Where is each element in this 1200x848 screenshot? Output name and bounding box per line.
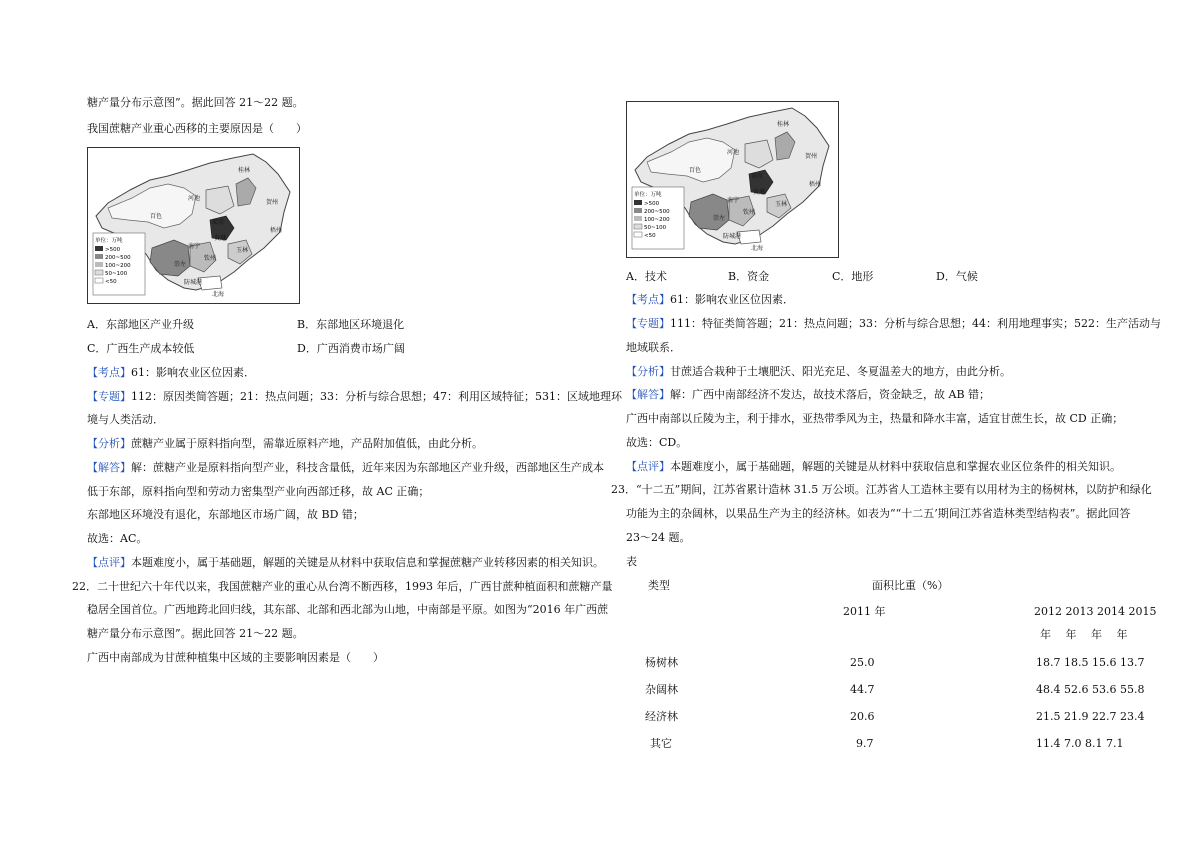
legend-item: 100~200 [644,217,670,223]
city-label: 玉林 [775,201,788,208]
city-label: 百色 [689,167,702,174]
dianping-line [87,556,604,570]
city-label: 北海 [212,291,225,298]
dianping-text: 本题难度小，属于基础题，解题的关键是从材料中获取信息和掌握农业区位条件的相关知识。 [670,460,1121,473]
question-22: 22．二十世纪六十年代以来，我国蔗糖产业的重心从台湾不断西移，1993 年后，广西甘蔗种植面积和蔗糖产量 [72,580,613,593]
option-c: C．地形 [832,270,874,283]
option-a: A．技术 [626,270,667,283]
city-label: 来宾 [212,219,225,226]
city-label: 玉林 [236,247,249,254]
legend-item: 50~100 [644,225,667,231]
city-label: 崇左 [713,215,726,222]
kaodian-text: 61：影响农业区位因素． [131,366,255,379]
city-label: 桂林 [777,121,790,128]
city-label: 贺州 [266,199,279,206]
zhuanti-line [87,390,622,404]
legend-item: 50~100 [105,271,128,277]
table-header-type: 类型 [648,579,670,592]
kaodian-text: 61：影响农业区位因素． [670,293,794,306]
question-23: 23．“十二五”期间，江苏省累计造林 31.5 万公顷。江苏省人工造林主要有以用材为主的杨树林，以防护和绿化 [611,483,1152,496]
zhuanti-tag: 【专题】 [87,390,131,403]
fenxi-line [87,437,483,451]
city-label: 百色 [150,213,163,220]
kaodian-tag: 【考点】 [87,366,131,379]
city-label: 贺州 [805,153,818,160]
option-a: A．东部地区产业升级 [87,318,194,331]
legend-item: 200~500 [644,209,670,215]
text-line: 23～24 题。 [626,531,691,544]
fenxi-tag: 【分析】 [87,437,131,450]
question-21: 我国蔗糖产业重心西移的主要原因是（ ） [87,122,307,135]
dianping-tag: 【点评】 [626,460,670,473]
option-c: C．广西生产成本较低 [87,342,195,355]
text-line: 糖产量分布示意图”。据此回答 21～22 题。 [87,627,304,640]
city-label: 河池 [727,149,740,156]
legend-item: 100~200 [105,263,131,269]
table-cell: 11.4 7.0 8.1 7.1 [1036,737,1124,750]
table-cell: 21.5 21.9 22.7 23.4 [1036,710,1145,723]
text-line: 低于东部，原料指向型和劳动力密集型产业向西部迁移，故 AC 正确； [87,485,430,498]
city-label: 南宁 [188,243,201,250]
table-cell: 48.4 52.6 53.6 55.8 [1036,683,1145,696]
city-label: 河池 [188,195,201,202]
city-label: 梧州 [809,181,822,188]
text-line: 糖产量分布示意图”。据此回答 21～22 题。 [87,96,304,109]
city-label: 钦州 [204,255,217,262]
jieda-line [626,388,990,402]
guangxi-map-right [626,101,839,258]
fenxi-line [626,365,1011,379]
text-line: 故选：AC。 [87,532,148,545]
text-line: 地域联系． [626,341,681,354]
table-header-ratio: 面积比重（%） [872,579,949,592]
fenxi-text: 甘蔗适合栽种于土壤肥沃、阳光充足、冬夏温差大的地方，由此分析。 [670,365,1011,378]
jieda-text: 解：广西中南部经济不发达，故技术落后，资金缺乏，故 AB 错； [670,388,991,401]
zhuanti-text: 111：特征类简答题；21：热点问题；33：分析与综合思想；44：利用地理事实；522：生产活动与 [670,317,1161,330]
table-row-name: 杂阔林 [645,683,678,696]
option-d: D．气候 [936,270,978,283]
city-label: 梧州 [270,227,283,234]
table-header-year: 2012 2013 2014 2015 [1034,605,1157,618]
fenxi-tag: 【分析】 [626,365,670,378]
zhuanti-text: 112：原因类简答题；21：热点问题；33：分析与综合思想；47：利用区域特征；531：区域地理环 [131,390,622,403]
table-cell: 9.7 [856,737,874,750]
city-label: 南宁 [727,197,740,204]
text-line: 故选：CD。 [626,436,688,449]
city-label: 桂林 [238,167,251,174]
dianping-tag: 【点评】 [87,556,131,569]
text-line: 广西中南部成为甘蔗种植集中区域的主要影响因素是（ ） [87,651,384,664]
fenxi-text: 蔗糖产业属于原料指向型，需靠近原料产地，产品附加值低，由此分析。 [131,437,483,450]
legend-item: <50 [644,233,656,239]
city-label: 防城港 [723,233,742,240]
table-cell: 18.7 18.5 15.6 13.7 [1036,656,1145,669]
city-label: 贵港 [753,189,766,196]
table-row-name: 经济林 [645,710,678,723]
table-row-name: 杨树林 [645,656,678,669]
guangxi-map-left [87,147,300,304]
table-cell: 44.7 [850,683,875,696]
zhuanti-line [626,317,1161,331]
city-label: 崇左 [174,261,187,268]
text-line: 稳居全国首位。广西地跨北回归线，其东部、北部和西北部为山地，中南部是平原。如图为“2016 年广西蔗 [87,603,609,616]
legend-item: 200~500 [105,255,131,261]
jieda-tag: 【解答】 [87,461,131,474]
city-label: 来宾 [751,173,764,180]
table-header-year: 2011 年 [843,605,886,618]
city-label: 钦州 [743,209,756,216]
text-line: 东部地区环境没有退化，东部地区市场广阔，故 BD 错； [87,508,364,521]
kaodian-tag: 【考点】 [626,293,670,306]
option-b: B．东部地区环境退化 [297,318,405,331]
jieda-line [87,461,604,475]
city-label: 北海 [751,245,764,252]
city-label: 防城港 [184,279,203,286]
table-row-name: 其它 [650,737,672,750]
kaodian-line [626,293,794,307]
zhuanti-tag: 【专题】 [626,317,670,330]
table-cell: 25.0 [850,656,875,669]
table-cell: 20.6 [850,710,875,723]
text-line: 境与人类活动． [87,413,164,426]
text-line: 广西中南部以丘陵为主，利于排水，亚热带季风为主，热量和降水丰富，适宜甘蔗生长，故 CD 正确； [626,412,1124,425]
option-d: D．广西消费市场广阔 [297,342,405,355]
jieda-tag: 【解答】 [626,388,670,401]
dianping-line [626,460,1121,474]
legend-item: <50 [105,279,117,285]
table-caption: 表 [626,555,637,568]
text-line: 功能为主的杂阔林，以果品生产为主的经济林。如表为““十二五’期间江苏省造林类型结构表”。据此回答 [626,507,1131,520]
legend-item: >500 [105,247,121,253]
kaodian-line [87,366,255,380]
option-b: B．资金 [728,270,770,283]
legend-item: >500 [644,201,660,207]
legend-unit: 单位：万吨 [634,192,662,198]
jieda-text: 解：蔗糖产业是原料指向型产业，科技含量低，近年来因为东部地区产业升级，西部地区生产成本 [131,461,604,474]
city-label: 贵港 [214,235,227,242]
legend-unit: 单位：万吨 [95,238,123,244]
dianping-text: 本题难度小，属于基础题，解题的关键是从材料中获取信息和掌握蔗糖产业转移因素的相关知识。 [131,556,604,569]
table-header-year-unit: 年 年 年 年 [1040,628,1128,641]
